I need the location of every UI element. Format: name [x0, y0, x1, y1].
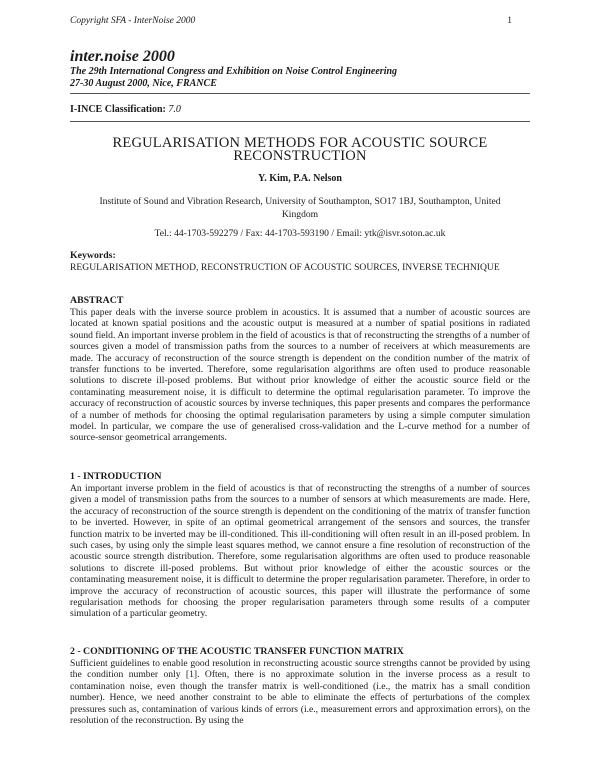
paper-authors: Y. Kim, P.A. Nelson — [258, 173, 342, 184]
conference-subtitle: The 29th International Congress and Exhibition on Noise Control Engineering — [70, 66, 398, 77]
classification-divider — [70, 121, 530, 122]
running-header — [70, 16, 512, 26]
title-line-1: REGULARISATION METHODS FOR ACOUSTIC SOURCE — [112, 135, 488, 151]
classification-value: 7.0 — [168, 104, 181, 115]
conditioning-text: Sufficient guidelines to enable good resolution in reconstructing acoustic source strengths cannot be provided by using the condition number only [1]. Often, there is no approximate solution in the inverse process as a result to contamination noise, even though the transfer matrix is well-conditioned (i.e., the matrix has a small condition number). Hence, we need another constraint to be able to eliminate the effects of perturbations of the complex pressures such as, contamination of various kinds of errors (i.e., measurement errors and approximation errors), on the resolution of the reconstruction. By using the — [70, 658, 530, 727]
keywords-heading: Keywords: — [70, 250, 116, 261]
conference-date-location: 27-30 August 2000, Nice, FRANCE — [70, 78, 217, 89]
page-number: 1 — [507, 16, 512, 26]
abstract-section — [70, 295, 530, 444]
author-contact: Tel.: 44-1703-592279 / Fax: 44-1703-593190 / Email: ytk@isvr.soton.ac.uk — [154, 228, 446, 239]
title-line-2: RECONSTRUCTION — [233, 148, 367, 164]
conference-name: inter.noise 2000 — [70, 48, 175, 65]
paper-title — [70, 137, 530, 163]
introduction-section — [70, 471, 530, 620]
author-affiliation: Institute of Sound and Vibration Research, University of Southampton, SO17 1BJ, Southampton, United Kingdom — [99, 196, 501, 220]
conditioning-heading: 2 - CONDITIONING OF THE ACOUSTIC TRANSFER FUNCTION MATRIX — [70, 646, 404, 657]
classification-label: I-INCE Classification: — [70, 104, 166, 115]
abstract-text: This paper deals with the inverse source problem in acoustics. It is assumed that a number of acoustic sources are located at known spatial positions and the acoustic output is measured at a number of spatial positions in radiated sound field. An important inverse problem in the field of acoustics is that of reconstructing the strengths of a number of sources given a model of transmission paths from the sources to a number of receivers at which measurements are made. The accuracy of reconstruction of the source strength is dependent on the condition number of the matrix of transfer functions to be inverted. Therefore, some regularisation algorithms are often used to produce reasonable solutions to discrete ill-posed problems. But without prior knowledge of either the acoustic source field or the contaminating measurement noise, it is difficult to determine the optimal regularisation parameter. To improve the accuracy of reconstruction of acoustic sources by inverse techniques, this paper presents and compares the performance of a number of methods for choosing the optimal regularisation parameters by using a simple computer simulation model. In particular, we compare the use of generalised cross-validation and the L-curve method for a number of source-sensor geometrical arrangements. — [70, 307, 530, 444]
conference-block — [70, 48, 520, 90]
introduction-text: An important inverse problem in the field of acoustics is that of reconstructing the strengths of a number of sources given a model of transmission paths from the sources to a number of sensors at which measurements are made. Here, the accuracy of reconstruction of the source strength is dependent on the conditioning of the matrix of transfer function to be inverted. However, in spite of an optimal geometrical arrangement of the sensors and sources, the transfer function matrix to be inverted may be ill-conditioned. This ill-conditioning will often result in an ill-posed problem. In such cases, by using only the simple least squares method, we cannot ensure a fine resolution of reconstruction of the acoustic source strength distribution. Therefore, some regularisation algorithms are often used to produce reasonable solutions to discrete ill-posed problems. But without prior knowledge of either the acoustic sources or the contaminating measurement noise, it is difficult to determine the proper regularisation parameter. Therefore, in order to improve the accuracy of reconstruction of acoustic sources, this paper will illustrate the performance of some regularisation methods for choosing the proper regularisation parameters through some results of a computer simulation of a particular geometry. — [70, 483, 530, 620]
classification — [70, 104, 181, 115]
conditioning-section — [70, 646, 530, 726]
keywords-text: REGULARISATION METHOD, RECONSTRUCTION OF ACOUSTIC SOURCES, INVERSE TECHNIQUE — [70, 262, 500, 273]
abstract-heading: ABSTRACT — [70, 295, 124, 306]
copyright-notice: Copyright SFA - InterNoise 2000 — [70, 16, 196, 26]
top-divider — [70, 93, 530, 94]
introduction-heading: 1 - INTRODUCTION — [70, 471, 162, 482]
